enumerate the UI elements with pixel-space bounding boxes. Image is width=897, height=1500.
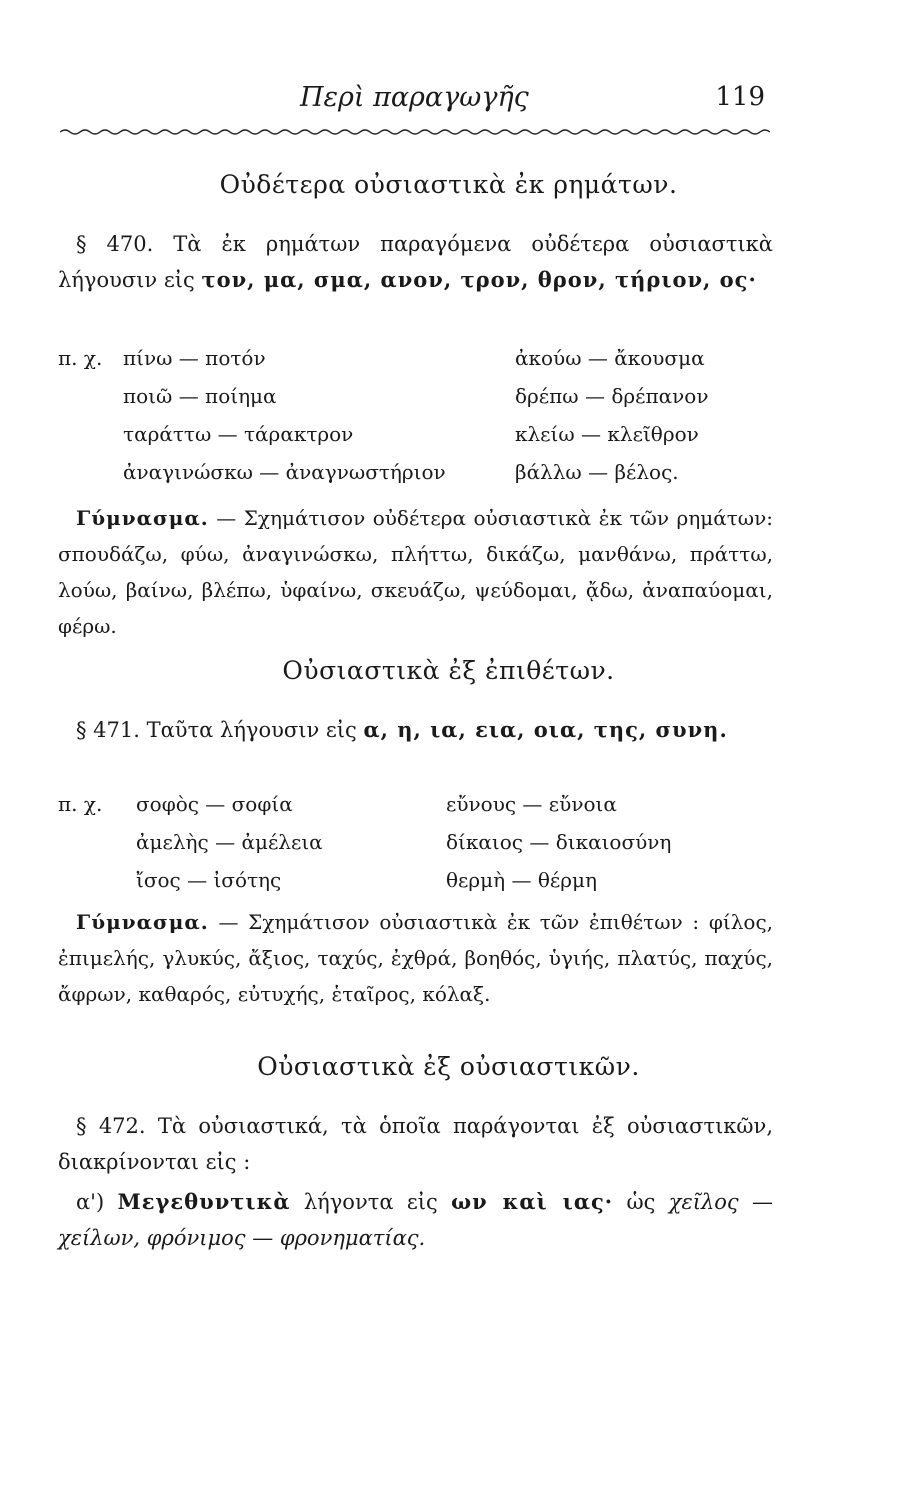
- example-row: [58, 830, 778, 866]
- example-left: ἀναγινώσκω — ἀναγνωστήριον: [123, 460, 446, 484]
- exercise-label: Γύμνασμα.: [76, 910, 209, 934]
- exercise-words: σπουδάζω, φύω, ἀναγινώσκω, πλήττω, δικάζω, μανθάνω, πράττω, λούω, βαίνω, βλέπω, ὑφαίνω, σκευάζω, ψεύδομαι, ᾄδω, ἀναπαύομαι, φέρω.: [58, 542, 773, 638]
- example-left: πίνω — ποτόν: [123, 346, 266, 370]
- example-lead: π. χ.: [58, 346, 103, 370]
- section-heading-verbs: Οὐδέτερα οὐσιαστικὰ ἐκ ρημάτων.: [219, 170, 678, 199]
- exercise-adjectives: [58, 904, 773, 1012]
- example-left: σοφὸς — σοφία: [136, 792, 293, 816]
- item-marker: α'): [76, 1190, 105, 1214]
- section-heading-adjectives: Οὐσιαστικὰ ἐξ ἐπιθέτων.: [282, 656, 615, 685]
- paragraph-471-intro: § 471. Ταῦτα λήγουσιν εἰς: [76, 718, 357, 742]
- example-left: ταράττω — τάρακτρον: [123, 422, 354, 446]
- section-heading-nouns: Οὐσιαστικὰ ἐξ οὐσιαστικῶν.: [257, 1052, 640, 1081]
- page-header: [60, 82, 775, 122]
- example-right: κλείω — κλεῖθρον: [515, 422, 699, 446]
- example-row: [58, 792, 778, 828]
- example-right: ἀκούω — ἄκουσμα: [515, 346, 705, 370]
- example-row: [58, 868, 778, 904]
- paragraph-472: [58, 1108, 773, 1180]
- example-row: [58, 460, 778, 496]
- paragraph-471: [58, 712, 773, 748]
- paragraph-470-intro: § 470. Τὰ ἐκ ρημάτων παραγόμενα οὐδέτερα οὐσιαστικὰ λήγουσιν εἰς: [58, 232, 773, 292]
- paragraph-470: [58, 226, 773, 298]
- exercise-instruction: — Σχημάτισον οὐσιαστικὰ ἐκ τῶν ἐπιθέτων :: [218, 910, 700, 934]
- example-right: βάλλω — βέλος.: [515, 460, 679, 484]
- paragraph-472-item-a: [58, 1184, 773, 1256]
- item-term: Μεγεθυντικὰ: [117, 1189, 291, 1214]
- item-endings: ων καὶ ιας·: [451, 1189, 614, 1214]
- item-text-as: ὡς: [626, 1190, 656, 1214]
- example-left: ἴσος — ἰσότης: [136, 868, 282, 892]
- header-rule: [60, 128, 770, 136]
- example-right: θερμὴ — θέρμη: [446, 868, 597, 892]
- example-right: εὔνους — εὔνοια: [446, 792, 617, 816]
- example-row: [58, 422, 778, 458]
- exercise-words: φίλος, ἐπιμελής, γλυκύς, ἄξιος, ταχύς, ἐχθρά, βοηθός, ὑγιής, πλατύς, παχύς, ἄφρων, καθαρός, εὐτυχής, ἑταῖρος, κόλαξ.: [58, 910, 773, 1006]
- page-number: 119: [715, 82, 765, 112]
- paragraph-472-intro: § 472. Τὰ οὐσιαστικά, τὰ ὁποῖα παράγονται ἐξ οὐσιαστικῶν, διακρίνονται εἰς :: [58, 1114, 773, 1174]
- exercise-label: Γύμνασμα.: [76, 506, 209, 530]
- paragraph-471-endings: α, η, ια, εια, οια, της, συνη.: [363, 717, 728, 742]
- example-row: [58, 384, 778, 420]
- item-text: λήγοντα εἰς: [303, 1190, 438, 1214]
- example-lead: π. χ.: [58, 792, 103, 816]
- running-title: Περὶ παραγωγῆς: [300, 82, 529, 113]
- example-left: ποιῶ — ποίημα: [123, 384, 277, 408]
- example-right: δρέπω — δρέπανον: [515, 384, 709, 408]
- exercise-verbs: [58, 500, 773, 644]
- example-left: ἀμελὴς — ἀμέλεια: [136, 830, 323, 854]
- example-right: δίκαιος — δικαιοσύνη: [446, 830, 672, 854]
- paragraph-470-endings: τον, μα, σμα, ανον, τρον, θρον, τήριον, ος·: [201, 267, 757, 292]
- example-row: [58, 346, 778, 382]
- item-examples: χεῖλος — χείλων, φρόνιμος — φρονηματίας.: [58, 1190, 774, 1250]
- exercise-instruction: — Σχημάτισον οὐδέτερα οὐσιαστικὰ ἐκ τῶν ρημάτων:: [216, 506, 774, 530]
